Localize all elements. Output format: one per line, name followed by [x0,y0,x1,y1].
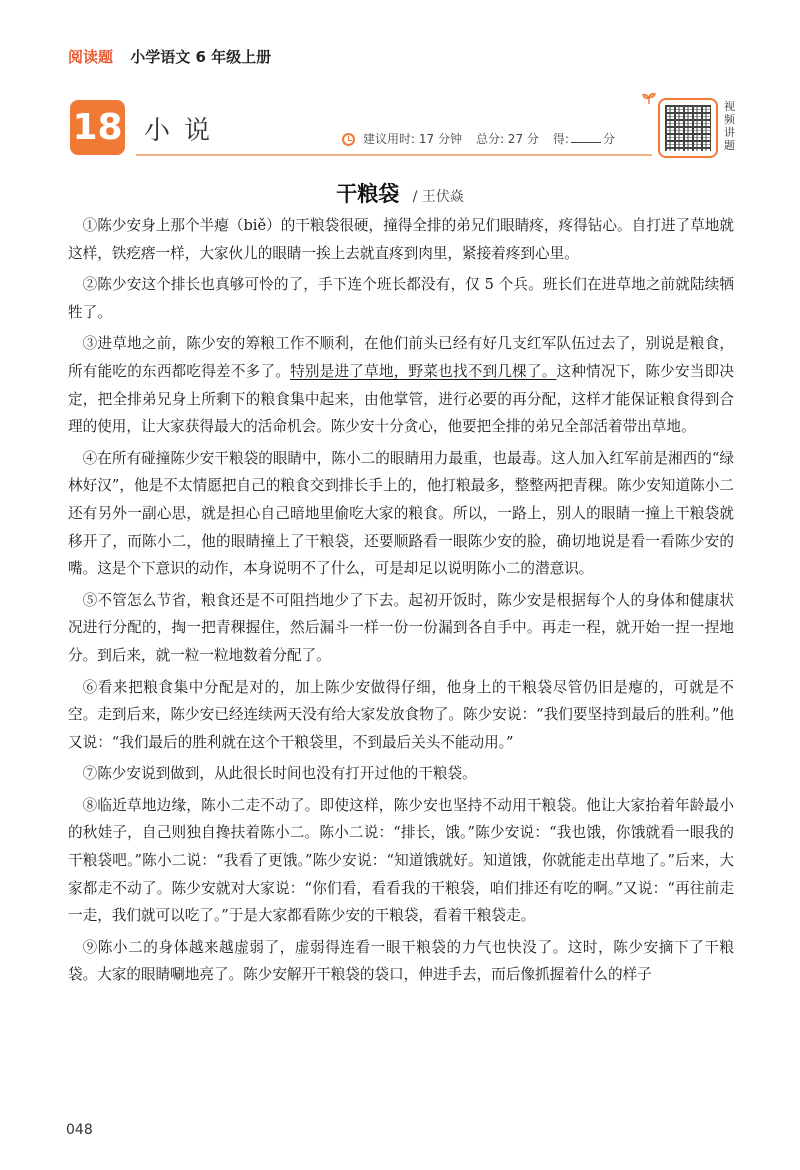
paragraph-4: ④在所有碰撞陈少安干粮袋的眼睛中，陈小二的眼睛用力最重，也最毒。这人加入红军前是湘西的“绿林好汉”，他是不太情愿把自己的粮食交到排长手上的，他打粮最多，整整两把青稞。陈少安知道陈小二还有另外一副心思，就是担心自己暗地里偷吃大家的粮食。所以，一路上，别人的眼睛一撞上干粮袋就移开了，而陈小二，他的眼睛撞上了干粮袋，还要顺路看一眼陈少安的脸，确切地说是看一看陈少安的嘴。这是个下意识的动作，本身说明不了什么，可是却足以说明陈小二的潜意识。 [68,449,734,578]
header-divider [136,154,652,156]
book-series-label [68,46,271,67]
paragraph-7: ⑦陈少安说到做到，从此很长时间也没有打开过他的干粮袋。 [82,765,477,783]
paragraph-3-before: ③进草地之前，陈少安的筹粮工作不顺利，在他们前头已经有好几支红军队伍过去了，别说是粮食，所有能吃的东西都吃得差不多了。 [68,335,734,380]
unit-header [70,98,735,160]
score-label: 得: [552,132,569,146]
article-heading [0,178,800,208]
score-unit: 分 [602,132,615,146]
section-tag: 阅读题 [68,48,114,66]
video-qr-code[interactable] [658,98,718,158]
page-number: 048 [66,1122,93,1138]
article-author: / 王伏焱 [412,189,464,205]
article-body [68,212,734,993]
course-name: 小学语文 6 年级上册 [130,48,272,66]
paragraph-3 [68,330,734,440]
paragraph-1: ①陈少安身上那个半瘪（biě）的干粮袋很硬，撞得全排的弟兄们眼睛疼，疼得钻心。自打进了草地就这样，铁疙瘩一样，大家伙儿的眼睛一挨上去就直疼到肉里，紧接着疼到心里。 [68,217,734,262]
paragraph-5: ⑤不管怎么节省，粮食还是不可阻挡地少了下去。起初开饭时，陈少安是根据每个人的身体和健康状况进行分配的，掏一把青稞握住，然后漏斗一样一份一份漏到各自手中。再走一程，就开始一捏一捏地分。到后来，就一粒一粒地数着分配了。 [68,591,734,664]
clock-icon [342,133,355,146]
sprout-icon [642,92,656,104]
paragraph-2: ②陈少安这个排长也真够可怜的了，手下连个班长都没有，仅 5 个兵。班长们在进草地之前就陆续牺牲了。 [68,276,734,321]
exercise-meta [342,130,615,147]
article-title: 干粮袋 [336,182,400,206]
score-blank [571,132,601,143]
qr-caption: 视频讲题 [724,100,735,152]
unit-title: 小说 [144,116,225,146]
paragraph-6: ⑥看来把粮食集中分配是对的，加上陈少安做得仔细，他身上的干粮袋尽管仍旧是瘪的，可就是不空。走到后来，陈少安已经连续两天没有给大家发放食物了。陈少安说：“我们要坚持到最后的胜利。”他又说：“我们最后的胜利就在这个干粮袋里，不到最后关头不能动用。” [68,678,734,751]
underlined-sentence: 特别是进了草地，野菜也找不到几棵了。 [290,362,557,380]
paragraph-3-after: 这种情况下，陈少安当即决定，把全排弟兄身上所剩下的粮食集中起来，由他掌管，进行必要的再分配，这样才能保证粮食得到合理的使用，让大家获得最大的活命机会。陈少安十分贪心，他要把全排的弟兄全部活着带出草地。 [68,362,734,436]
total-score: 总分: 27 分 [475,132,539,146]
suggested-time: 建议用时: 17 分钟 [363,132,462,146]
qr-code-icon [665,105,711,151]
unit-number-badge: 18 [70,100,125,155]
paragraph-8: ⑧临近草地边缘，陈小二走不动了。即使这样，陈少安也坚持不动用干粮袋。他让大家抬着年龄最小的秋娃子，自己则独自搀扶着陈小二。陈小二说：“排长，饿。”陈少安说：“我也饿，你饿就看一眼我的干粮袋吧。”陈小二说：“我看了更饿。”陈少安说：“知道饿就好。知道饿，你就能走出草地了。”后来，大家都走不动了。陈少安就对大家说：“你们看，看看我的干粮袋，咱们排还有吃的啊。”又说：“再往前走一走，我们就可以吃了。”于是大家都看陈少安的干粮袋，看着干粮袋走。 [68,796,734,925]
paragraph-9: ⑨陈小二的身体越来越虚弱了，虚弱得连看一眼干粮袋的力气也快没了。这时，陈少安摘下了干粮袋。大家的眼睛唰地亮了。陈少安解开干粮袋的袋口，伸进手去，而后像抓握着什么的样子 [68,938,734,984]
